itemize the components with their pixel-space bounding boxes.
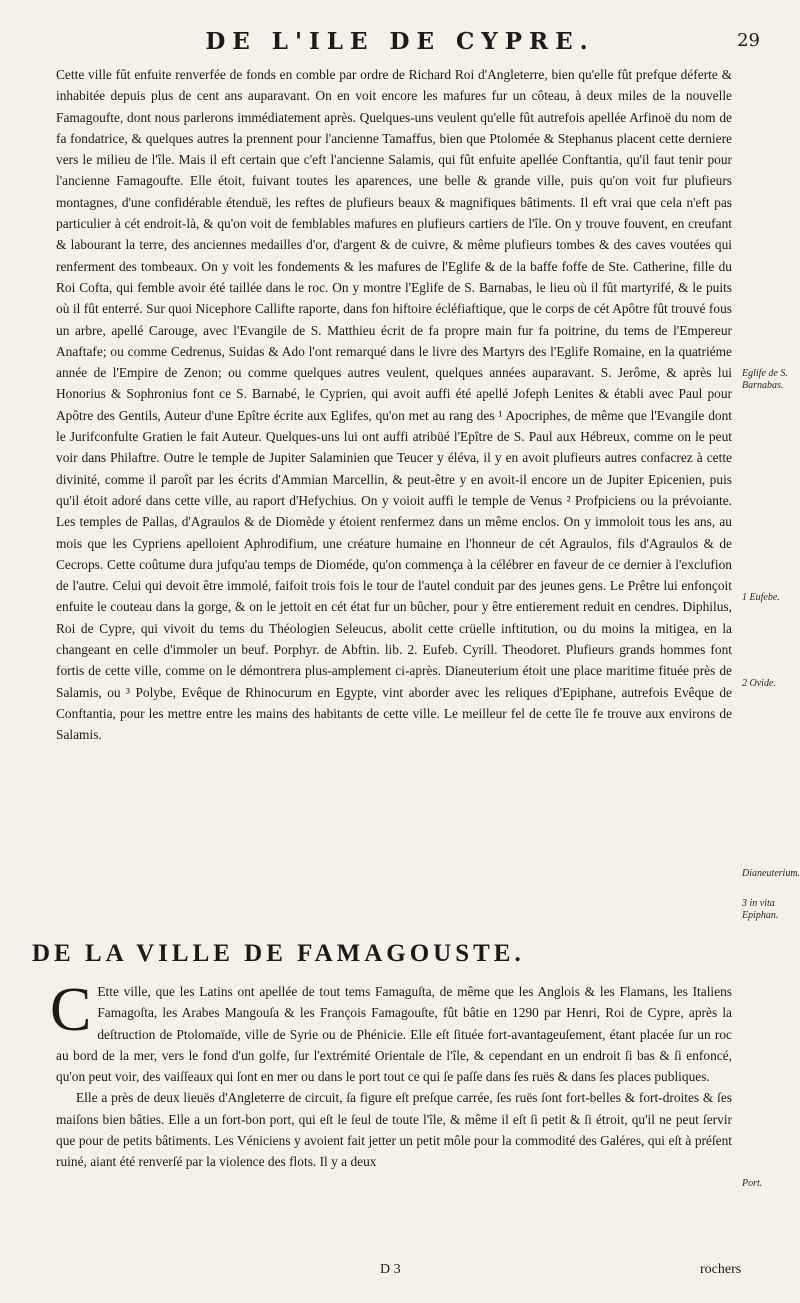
paragraph-famagouste bbox=[50, 976, 732, 1087]
running-head bbox=[40, 28, 760, 58]
section-famagouste bbox=[32, 940, 732, 1173]
paragraph-famagouste-text: Ette ville, que les Latins ont apellée de tout tems Famaguſta, de même que les Anglois & les Flamans, les Italiens Famagoſta, les Arabes Mangouſa & les François Famagouſte, fût bâtie en 1290 par Henri, Roi de Cypre, après la deſtruction de Ptolomaïde, ville de Syrie ou de Phénicie. Elle eſt ſituée fort-avantageuſement, étant placée ſur un roc au bord de la mer, vers le fond d'un golfe, ſur l'extrémité Orientale de l'île, & cependant en un endroit ſi bas & ſi enfoncé, qu'on peut voir, des vaiſſeaux qui ſont en mer ou dans le port tout ce qui ſe paſſe dans ſes ruës & dans ſes places publiques. bbox=[56, 984, 732, 1085]
margin-note-dianeuterium: Dianeuterium. bbox=[742, 868, 800, 879]
margin-note-eglise: Eglife de S. Barnabas. bbox=[742, 368, 788, 391]
drop-cap: C bbox=[50, 976, 92, 1044]
running-title: DE L'ILE DE CYPRE. bbox=[205, 28, 595, 55]
signature-mark: D 3 bbox=[380, 1262, 401, 1277]
paragraph-salamis: Cette ville fût enfuite renverfée de fonds en comble par ordre de Richard Roi d'Angleterre, bien qu'elle fût prefque déferte & inhabitée depuis plus de cent ans auparavant. On en voit encore les mafures fur un côteau, à deux miles de la nouvelle Famagoufte, dont nous parlerons immédiatement après. Quelques-uns veulent qu'elle fût autrefois apellée Arfinoë du nom de fa fondatrice, & quelques autres la prennent pour l'ancienne Tamaffus, bien que Ptolomée & Stephanus placent cette derniere vers le milieu de l'île. Mais il eft certain que c'eft l'ancienne Salamis, qui fût enfuite apellée Conftantia, qu'il faut tenir pour l'ancienne Famagoufte. Elle étoit, fuivant toutes les aparences, une belle & grande ville, puis qu'on voit fur plufieurs montagnes, d'une confidérable étenduë, les reftes de plufieurs beaux & magnifiques bâtiments. Il eft vrai que cela n'eft pas particulier à cét endroit-là, & qu'on voit de femblables mafures en plufieurs cartiers de l'île. On y trouve fouvent, en creufant & labourant la terre, des anciennes medailles d'or, d'argent & de cuivre, & même plufieurs tombes & des caves voutées qui renferment des tombeaux. On y voit les fondements & les mafures de l'Eglife & de la baffe foffe de Ste. Catherine, fille du Roi Cofta, qui femble avoir été taillée dans le roc. On y montre l'Eglife de S. Barnabas, le lieu où il fût martyrifé, & le puits où il fût enterré. Sur quoi Nicephore Callifte raporte, dans fon hiftoire écléfiaftique, que le corps de cét Apôtre fût trouvé fous un arbre, apellé Carouge, avec l'Evangile de S. Matthieu écrit de fa propre main fur fa poitrine, du tems de l'Empereur Anaftafe; ou comme Cedrenus, Suidas & Ado l'ont remarqué dans le livre des Martyrs des l'Eglife Romaine, en la quatriéme année de l'Empire de Zenon; ou comme quelques autres veulent, quelques années auparavant. S. Jerôme, & après lui Honorius & Sophronius font ce S. Barnabé, le Cyprien, qui avoit auffi été apellé Jofeph Lenites & établi avec Paul pour Apôtre des Gentils, Auteur d'une Epître écrite aux Eglifes, qu'on met au rang des ¹ Apocriphes, de même que l'Evangile dont le Jurifconfulte Gratien le fait Auteur. Quelques-uns lui ont auffi atribüé l'Epître de S. Paul aux Hébreux, comme on le peut voir dans Philaftre. Outre le temple de Jupiter Salaminien que Teucer y éléva, il y en avoit plufieurs autres confacrez à cette divinité, comme il paroît par les écrits d'Ammian Marcellin, & peut-être y en avoit-il encore un de Jupiter Epicenien, puis qu'il étoit adoré dans cette ville, au raport d'Hefychius. On y voioit auffi le temple de Venus ² Profpiciens ou la prévoiante. Les temples de Pallas, d'Agraulos & de Diomède y étoient renfermez dans un même enclos. On y immoloit tous les ans, au mois que les Cypriens apelloient Aphrodifium, une créature humaine en l'honneur de cét Agraulos, fils d'Agraulos & de Cecrops. Cette coûtume dura jufqu'au temps de Dioméde, qu'on commença à la célébrer en faveur de ce dernier à l'exclufion de l'autre. Celui qui devoit être immolé, faifoit trois fois le tour de l'autel conduit par des jeunes gens. Le Prêtre lui enfonçoit enfuite le couteau dans la gorge, & on le jettoit en cét état fur un bûcher, pour y être entierement reduit en cendres. Diphilus, Roi de Cypre, qui vivoit du tems du Théologien Seleucus, abolit cette crüelle inftitution, ou du moins la mitigea, en la changeant en celle d'immoler un beuf. Porphyr. de Abftin. lib. 2. Eufeb. Cyrill. Theodoret. Plufieurs grands hommes font fortis de cette ville, comme on le démontrera plus-amplement ci-après. Dianeuterium étoit une place maritime fituée près de Salamis, ou ³ Polybe, Evêque de Rhinocurum en Egypte, vint aborder avec les reliques d'Epiphane, autrefois Evêque de Conftantia, pour les mettre entre les mains des habitants de cette ville. Le meilleur fel de cette île fe trouve aux environs de Salamis. bbox=[56, 67, 732, 743]
page-number: 29 bbox=[737, 30, 760, 51]
catchword: rochers bbox=[700, 1262, 742, 1277]
section-heading: DE LA VILLE DE FAMAGOUSTE. bbox=[32, 940, 525, 967]
margin-note-vita: 3 in vita Epiphan. bbox=[742, 898, 779, 921]
margin-note-port: Port. bbox=[742, 1178, 763, 1189]
paragraph-circuit: Elle a près de deux lieuës d'Angleterre de circuit, ſa figure eſt preſque carrée, ſes ruës ſont fort-belles & fort-droites & ſes maiſons bien bâties. Elle a un fort-bon port, qui eſt le ſeul de toute l'île, & même il eſt ſi petit & ſi étroit, qu'il ne peut ſervir que pour de petits bâtiments. Les Véniciens y avoient fait jetter un petit môle pour la commodité des Galéres, qui eſt à préſent ruiné, aiant été renverſé par la violence des flots. Il y a deux bbox=[56, 1090, 732, 1170]
margin-note-ovide: 2 Ovide. bbox=[742, 678, 776, 689]
margin-note-eusebe: 1 Eufebe. bbox=[742, 592, 780, 603]
